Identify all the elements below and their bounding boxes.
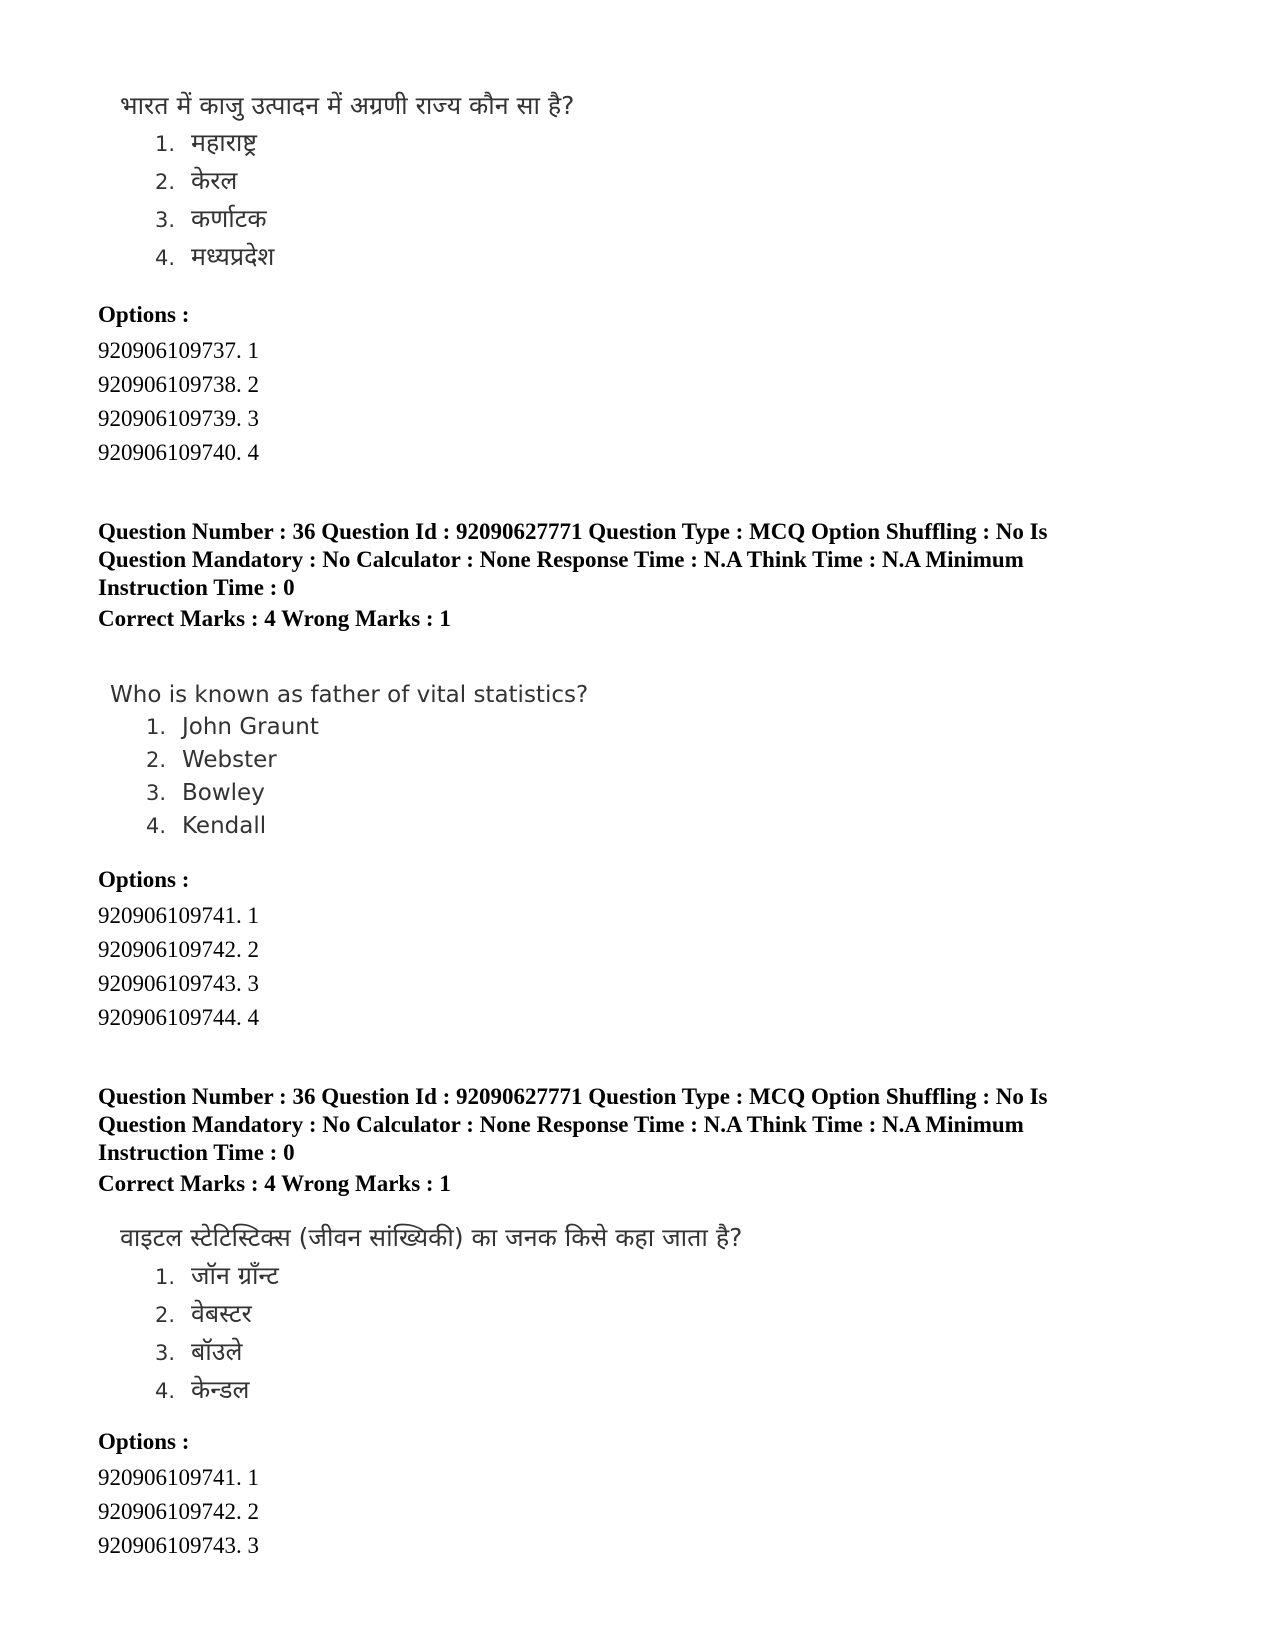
option-item: 920906109741. 1 — [98, 903, 259, 928]
choice-number: 3. — [146, 781, 167, 805]
choice-number: 4. — [146, 814, 167, 838]
question-text: भारत में काजु उत्पादन में अग्रणी राज्य कौन सा है? — [120, 91, 575, 120]
meta-line: Question Mandatory : No Calculator : None Response Time : N.A Think Time : N.A Minimum — [98, 1112, 1024, 1137]
option-item: 920906109739. 3 — [98, 406, 259, 431]
options-label: Options : — [98, 302, 190, 327]
choice-text: Webster — [182, 747, 277, 773]
choice-number: 2. — [155, 170, 176, 194]
choice-text: Kendall — [182, 813, 267, 839]
choice-number: 3. — [155, 1341, 176, 1365]
option-list — [98, 1461, 259, 1563]
meta-line: Question Number : 36 Question Id : 92090627771 Question Type : MCQ Option Shuffling : No Is — [98, 519, 1048, 544]
option-list — [98, 334, 259, 470]
meta-line: Instruction Time : 0 — [98, 575, 295, 600]
question-meta — [98, 518, 1048, 602]
choice-item — [146, 747, 319, 780]
choice-item — [155, 163, 274, 201]
choice-number: 2. — [146, 748, 167, 772]
choice-text: केन्डल — [191, 1375, 250, 1404]
option-item: 920906109737. 1 — [98, 338, 259, 363]
choice-item — [146, 714, 319, 747]
choice-number: 1. — [155, 1265, 176, 1289]
choice-text: कर्णाटक — [191, 204, 267, 233]
choice-list — [146, 714, 319, 846]
option-item: 920906109740. 4 — [98, 440, 259, 465]
choice-item — [155, 1334, 279, 1372]
question-meta — [98, 1083, 1048, 1167]
options-label: Options : — [98, 1429, 190, 1454]
options-label: Options : — [98, 867, 190, 892]
option-item: 920906109744. 4 — [98, 1005, 259, 1030]
choice-item — [155, 239, 274, 277]
meta-line: Question Mandatory : No Calculator : None Response Time : N.A Think Time : N.A Minimum — [98, 547, 1024, 572]
choice-text: महाराष्ट्र — [191, 128, 258, 157]
marks-line: Correct Marks : 4 Wrong Marks : 1 — [98, 1171, 451, 1196]
meta-line: Question Number : 36 Question Id : 92090627771 Question Type : MCQ Option Shuffling : No Is — [98, 1084, 1048, 1109]
choice-item — [155, 201, 274, 239]
choice-number: 1. — [146, 715, 167, 739]
choice-item — [146, 780, 319, 813]
option-item: 920906109742. 2 — [98, 1499, 259, 1524]
choice-text: वेबस्टर — [191, 1299, 252, 1328]
choice-item — [155, 1372, 279, 1410]
choice-text: केरल — [191, 166, 238, 195]
choice-item — [155, 1258, 279, 1296]
choice-number: 4. — [155, 246, 176, 270]
choice-number: 2. — [155, 1303, 176, 1327]
question-text: वाइटल स्टेटिस्टिक्स (जीवन सांख्यिकी) का जनक किसे कहा जाता है? — [120, 1223, 743, 1252]
choice-text: John Graunt — [182, 714, 319, 740]
meta-line: Instruction Time : 0 — [98, 1140, 295, 1165]
choice-text: बॉउले — [191, 1337, 243, 1366]
choice-text: Bowley — [182, 780, 265, 806]
option-item: 920906109743. 3 — [98, 1533, 259, 1558]
option-item: 920906109741. 1 — [98, 1465, 259, 1490]
choice-number: 3. — [155, 208, 176, 232]
choice-item — [155, 1296, 279, 1334]
question-text: Who is known as father of vital statistics? — [110, 682, 589, 708]
choice-item — [155, 125, 274, 163]
option-item: 920906109742. 2 — [98, 937, 259, 962]
choice-text: जॉन ग्राँन्ट — [191, 1261, 279, 1290]
option-item: 920906109738. 2 — [98, 372, 259, 397]
choice-list — [155, 1258, 279, 1410]
choice-number: 1. — [155, 132, 176, 156]
choice-text: मध्यप्रदेश — [191, 242, 275, 271]
option-item: 920906109743. 3 — [98, 971, 259, 996]
option-list — [98, 899, 259, 1035]
choice-list — [155, 125, 274, 277]
choice-number: 4. — [155, 1379, 176, 1403]
marks-line: Correct Marks : 4 Wrong Marks : 1 — [98, 606, 451, 631]
choice-item — [146, 813, 319, 846]
